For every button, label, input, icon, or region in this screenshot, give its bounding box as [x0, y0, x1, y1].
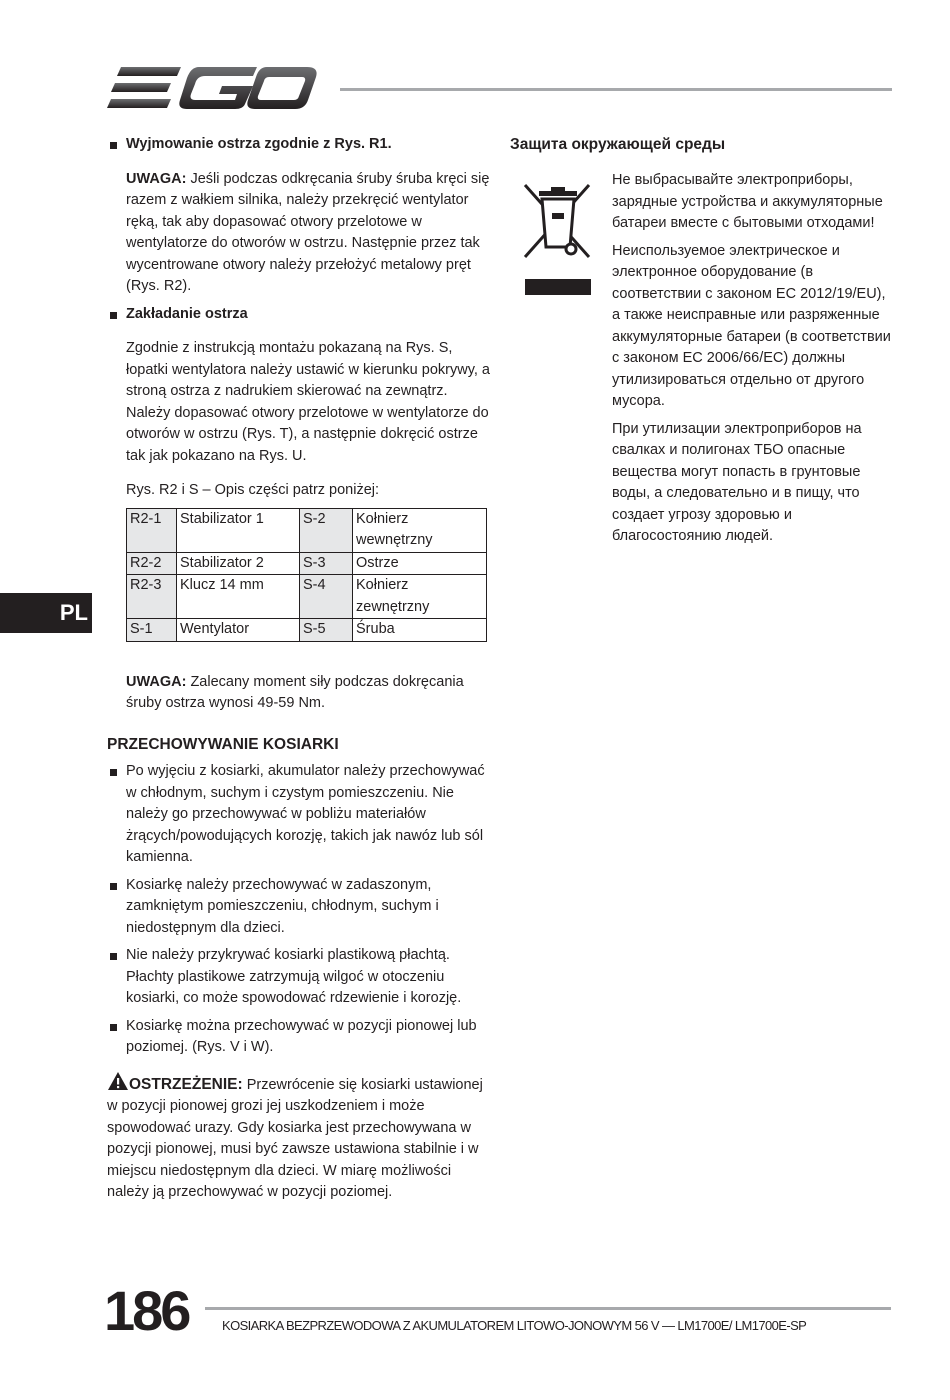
table-row	[127, 619, 487, 642]
blade-install-text: Zgodnie z instrukcją montażu pokazaną na Rys. S, łopatki wentylatora należy ustawić w kierunku pokrywy, a stroną ostrza z nadrukiem skierować na zewnątrz. Należy dopasować otwory przelotowe w wentylatorze do otworów w ostrzu (Rys. T), a następnie dokręcić ostrze tak jak pokazano na Rys. U.	[126, 340, 491, 464]
note-text: Jeśli podczas odkręcania śruby śruba kręci się razem z wałkiem silnika, należy przekręcić wentylator ręką, tak aby dopasować otwory przelotowe w wentylatorze do otworów w ostrzu. Następnie przez tak wycentrowane otwory należy przełożyć metalowy pręt (Rys. R2).	[126, 170, 490, 294]
env-paragraph: Не выбрасывайте электроприборы, зарядные устройства и аккумуляторные батареи вместе с бытовыми отходами!	[612, 172, 883, 231]
env-paragraph: Неиспользуемое электрическое и электронное оборудование (в соответствии с законом ЕС 2012/19/EU), а также неисправные или разряженные аккумуляторные батареи (в соответствии с законом ЕС 2006/66/EC) должны утилизироваться отдельно от другого мусора.	[612, 242, 891, 409]
storage-heading: PRZECHOWYWANIE KOSIARKI	[107, 735, 339, 753]
table-cell: R2-2	[127, 552, 177, 575]
table-cell: Kołnierz wewnętrzny	[353, 508, 487, 552]
footer-rule	[205, 1307, 891, 1310]
blade-removal-note	[107, 169, 492, 298]
table-cell: Kołnierz zewnętrzny	[353, 575, 487, 619]
table-cell: Śruba	[353, 619, 487, 642]
note-label: UWAGA:	[126, 170, 187, 187]
warning-text: Przewrócenie się kosiarki ustawionej w pozycji pionowej grozi jej uszkodzeniem i może spowodować urazy. Gdy kosiarka jest przechowywana w pozycji pionowej, musi być zawsze ustawiona stabilnie i w miejscu niedostępnym dla dzieci. W miarę możliwości należy ją przechowywać w pozycji poziomej.	[107, 1076, 483, 1200]
warning-icon	[107, 1071, 129, 1091]
table-cell: Klucz 14 mm	[177, 575, 300, 619]
left-column	[107, 134, 492, 1204]
storage-item: Nie należy przykrywać kosiarki plastikową płachtą. Płachty plastikowe zatrzymują wilgoć w otoczeniu kosiarki, co może spowodować rdzewienie i korozję.	[107, 945, 492, 1010]
parts-table	[126, 508, 487, 642]
table-row	[127, 575, 487, 619]
environment-text	[612, 170, 897, 548]
torque-note	[107, 672, 492, 715]
table-cell: S-5	[300, 619, 353, 642]
table-caption: Rys. R2 i S – Opis części patrz poniżej:	[126, 482, 380, 498]
table-cell: Ostrze	[353, 552, 487, 575]
table-cell: R2-3	[127, 575, 177, 619]
table-cell: S-4	[300, 575, 353, 619]
table-cell: S-1	[127, 619, 177, 642]
page-number: 186	[104, 1279, 189, 1342]
torque-label: UWAGA:	[126, 673, 187, 690]
storage-item: Po wyjęciu z kosiarki, akumulator należy przechowywać w chłodnym, suchym i czystym pomieszczeniu. Nie należy go przechowywać w pobliżu materiałów żrących/powodujących korozję, takich jak nawóz lub sól kamienna.	[107, 761, 492, 869]
blade-install-heading: Zakładanie ostrza	[107, 304, 492, 326]
table-row	[127, 508, 487, 552]
language-tab: PL	[0, 593, 92, 633]
storage-item: Kosiarkę można przechowywać w pozycji pionowej lub poziomej. (Rys. V i W).	[107, 1016, 492, 1059]
environment-heading: Защита окружающей среды	[510, 136, 726, 153]
torque-text: Zalecany moment siły podczas dokręcania śruby ostrza wynosi 49-59 Nm.	[126, 673, 464, 711]
table-cell: R2-1	[127, 508, 177, 552]
ego-logo	[107, 64, 319, 112]
header-rule	[340, 88, 892, 91]
blade-removal-heading: Wyjmowanie ostrza zgodnie z Rys. R1.	[107, 134, 492, 156]
table-cell: S-3	[300, 552, 353, 575]
storage-item: Kosiarkę należy przechowywać w zadaszonym, zamkniętym pomieszczeniu, chłodnym, suchym i niedostępnym dla dzieci.	[107, 875, 492, 940]
table-row	[127, 552, 487, 575]
crossed-bin-icon	[517, 177, 599, 297]
table-cell: Stabilizator 2	[177, 552, 300, 575]
env-paragraph: При утилизации электроприборов на свалках и полигонах ТБО опасные вещества могут попасть в грунтовые воды, а следовательно и в пищу, что создает угрозу здоровью и благосостоянию людей.	[612, 420, 862, 544]
right-column	[510, 134, 895, 156]
table-cell: Stabilizator 1	[177, 508, 300, 552]
table-cell: S-2	[300, 508, 353, 552]
warning-paragraph	[107, 1071, 492, 1204]
table-cell: Wentylator	[177, 619, 300, 642]
warning-label: OSTRZEŻENIE:	[129, 1075, 243, 1093]
footer-title: KOSIARKA BEZPRZEWODOWA Z AKUMULATOREM LITOWO-JONOWYM 56 V — LM1700E/ LM1700E-SP	[222, 1318, 807, 1333]
